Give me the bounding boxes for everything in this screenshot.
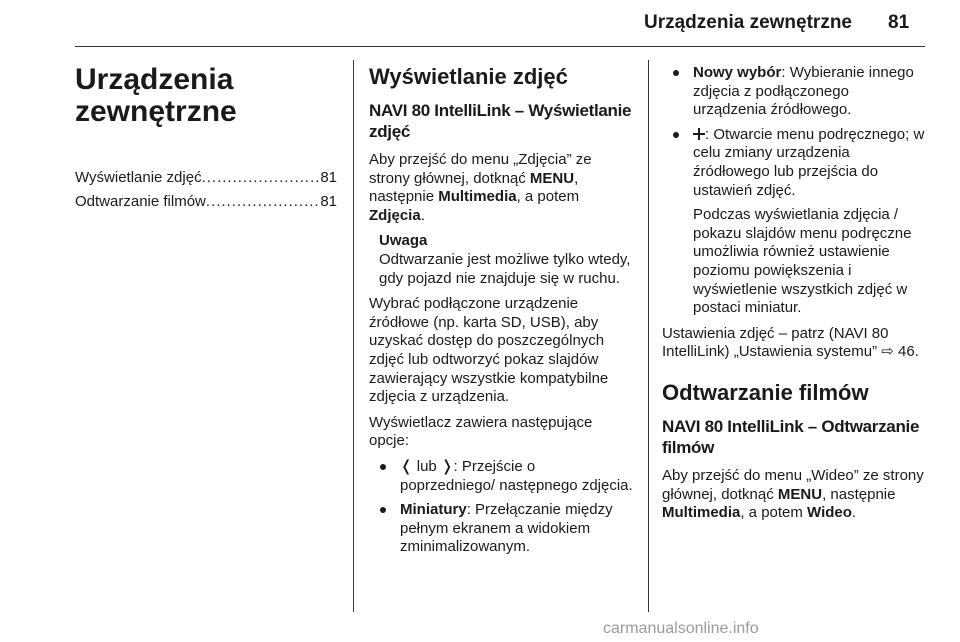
options-list [369, 458, 633, 557]
watermark: carmanualsonline.info [603, 620, 759, 637]
column-divider-2 [648, 60, 649, 612]
list-item: Nowy wybór: Wybieranie innego zdjęcia z podłączonego urządzenia źródłowego. [662, 64, 925, 120]
plus-icon [693, 128, 705, 140]
subsection-heading-videos: NAVI 80 IntelliLink – Odtwarzanie filmów [662, 416, 920, 457]
list-item: Miniatury: Przełączanie między pełnym ekranem a widokiem zminimalizowanym. [369, 501, 633, 557]
paragraph-photos-menu: Aby przejść do menu „Zdjęcia” ze strony głównej, dotknąć MENU, następnie Multimedia, a potem Zdjęcia. [369, 151, 592, 224]
toc-entry-photos[interactable]: Wyświetlanie zdjęć ..... 81 [75, 168, 337, 188]
section-heading-photos: Wyświetlanie zdjęć [369, 64, 568, 89]
options-list-continued [662, 64, 925, 318]
chapter-title: Urządzenia zewnętrzne [75, 63, 237, 128]
paragraph-videos-menu: Aby przejść do menu „Wideo” ze strony głównej, dotknąć MENU, następnie Multimedia, a potem Wideo. [662, 466, 924, 522]
column-divider-1 [353, 60, 354, 612]
paragraph-source: Wybrać podłączone urządzenie źródłowe (np. karta SD, USB), aby uzyskać dostęp do poszczególnych zdjęć lub odtworzyć pokaz slajdów zawierający wszystkie kompatybilne zdjęcia z urządzenia. [369, 295, 609, 406]
page-number: 81 [888, 12, 910, 33]
paragraph-options: Wyświetlacz zawiera następujące opcje: [369, 413, 593, 450]
note-box: Uwaga Odtwarzanie jest możliwe tylko wtedy, gdy pojazd nie znajduje się w ruchu. [379, 232, 631, 287]
running-header-title: Urządzenia zewnętrzne [644, 12, 852, 33]
paragraph-settings: Ustawienia zdjęć – patrz (NAVI 80 IntelliLink) „Ustawienia systemu” ⇨ 46. [662, 324, 919, 361]
column-photos [369, 64, 633, 564]
list-item: ❬ lub ❭: Przejście o poprzedniego/ następnego zdjęcia. [369, 458, 633, 495]
toc-entry-videos[interactable]: Odtwarzanie filmów ..... 81 [75, 192, 337, 212]
header-rule [75, 46, 925, 47]
list-item: : Otwarcie menu podręcznego; w celu zmiany urządzenia źródłowego lub przejścia do ustawień zdjęć. Podczas wyświetlania zdjęcia / pokazu slajdów menu podręczne umożliwia również ustawienie poziomu powiększenia i wyświetlenie wszystkich zdjęć w postaci miniatur. [662, 126, 925, 318]
column-toc [75, 64, 337, 216]
column-videos [662, 64, 925, 530]
section-heading-videos: Odtwarzanie filmów [662, 379, 869, 405]
subsection-heading-photos: NAVI 80 IntelliLink – Wyświetlanie zdjęć [369, 101, 632, 141]
